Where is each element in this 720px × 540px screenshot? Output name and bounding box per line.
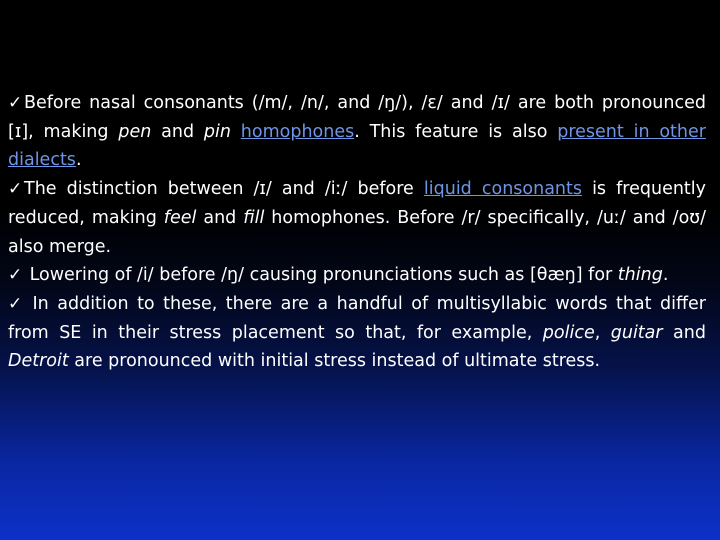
bullet-text: . This feature is also (354, 121, 558, 142)
slide-body (8, 89, 706, 376)
bullet-text: The distinction between /ɪ/ and /iː/ before (24, 179, 424, 200)
term-police: police (542, 322, 595, 343)
bullet-text: Before nasal consonants (/m/, /n/, and /ŋ/), /ɛ/ and /ɪ/ are both pronounced [ɪ], making (8, 93, 706, 142)
bullet-text: homophones. Before /r/ specifically, /uː/ and /oʊ/ also merge. (8, 207, 706, 257)
checkmark-icon: ✓ (8, 179, 23, 200)
term-feel: feel (163, 207, 197, 228)
term-pen: pen (118, 121, 152, 142)
link-present-in-other-dialects[interactable]: present in other dialects (8, 121, 706, 171)
checkmark-icon: ✓ (8, 293, 23, 314)
term-pin: pin (203, 121, 231, 142)
link-homophones[interactable]: homophones (240, 121, 355, 142)
term-thing: thing (617, 265, 663, 286)
bullet-text: and (151, 121, 204, 142)
bullet-text: Lowering of /i/ before /ŋ/ causing pronunciations such as [θæŋ] for (24, 265, 618, 286)
bullet-nasal-consonants (8, 89, 706, 175)
bullet-text (231, 122, 241, 142)
bullet-text: In addition to these, there are a handful of multisyllabic words that differ from SE in their stress placement so that, for example, (8, 293, 706, 343)
term-detroit: Detroit (8, 351, 69, 372)
bullet-text: . (75, 150, 82, 171)
checkmark-icon: ✓ (8, 93, 23, 113)
bullet-liquid-consonants (8, 175, 706, 261)
term-guitar: guitar (610, 322, 663, 343)
bullet-text: , (594, 322, 611, 343)
bullet-stress-placement (8, 290, 706, 376)
bullet-text: . (662, 265, 669, 286)
bullet-text: are pronounced with initial stress instead of ultimate stress. (68, 351, 601, 372)
link-liquid-consonants[interactable]: liquid consonants (423, 179, 582, 200)
bullet-text: and (196, 207, 244, 228)
term-fill: fill (243, 207, 265, 228)
bullet-lowering (8, 261, 706, 290)
bullet-text: is frequently reduced, making (8, 179, 707, 228)
bullet-text: and (662, 322, 706, 343)
checkmark-icon: ✓ (8, 265, 23, 286)
